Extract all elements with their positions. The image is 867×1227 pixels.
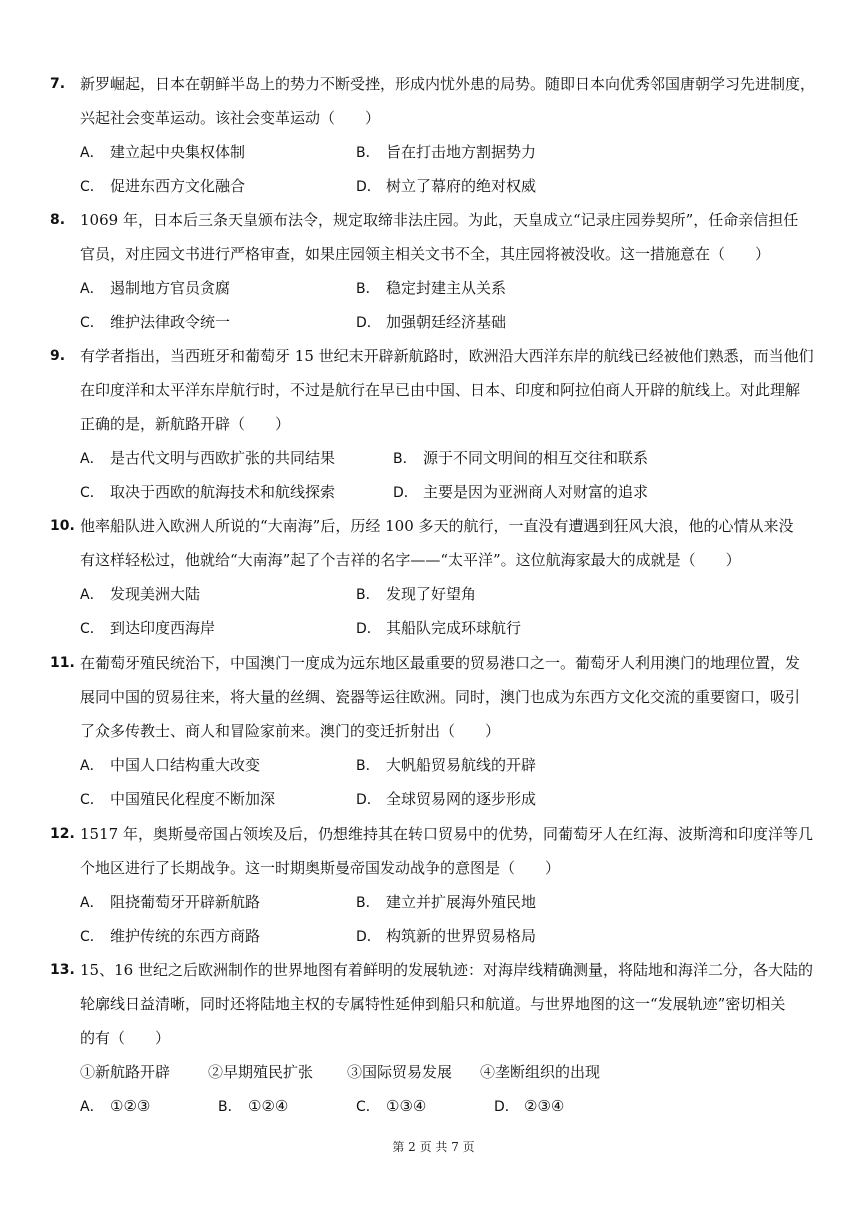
option-text: 取决于西欧的航海技术和航线探索 [110,483,336,501]
option-label: C． [80,621,104,637]
option-c[interactable] [80,611,215,646]
option-b[interactable] [356,577,476,612]
option-label: A． [80,587,104,603]
option-d[interactable] [356,305,506,340]
question-text: 他率船队进入欧洲人所说的“大南海”后，历经 100 多天的航行，一直没有遭遇到狂风大浪，他的心情从来没 [80,517,794,535]
option-text: 发现了好望角 [386,585,477,603]
option-text: 到达印度西海岸 [110,619,216,637]
question-text: 有学者指出，当西班牙和葡萄牙 15 世纪末开辟新航路时，欧洲沿大西洋东岸的航线已经被他们熟悉，而当他们 [80,347,814,365]
question-text: 官员，对庄园文书进行严格审查，如果庄园领主相关文书不全，其庄园将被没收。这一措施意在（ ） [80,245,771,263]
option-c[interactable] [356,1089,426,1124]
option-b[interactable] [356,748,536,783]
option-label: C． [356,1099,380,1115]
option-row [50,305,825,339]
option-text: 树立了幕府的绝对权威 [386,177,537,195]
question-text: 了众多传教士、商人和冒险家前来。澳门的变迁折射出（ ） [80,722,501,740]
question-13 [50,953,825,1123]
option-label: D． [494,1099,519,1115]
option-label: B． [356,895,380,911]
question-8 [50,203,825,339]
option-text: 是古代文明与西欧扩张的共同结果 [110,449,336,467]
option-c[interactable] [80,475,335,510]
question-number: 7. [50,76,66,92]
option-row [50,885,825,919]
option-b[interactable] [218,1089,288,1124]
option-text: 主要是因为亚洲商人对财富的追求 [423,483,649,501]
option-text: 建立起中央集权体制 [110,143,246,161]
option-label: D． [356,792,381,808]
option-text: 维护传统的东西方商路 [110,927,261,945]
option-text: 全球贸易网的逐步形成 [386,790,537,808]
option-d[interactable] [393,475,648,510]
option-a[interactable] [80,441,335,476]
option-text: ①②④ [248,1097,289,1115]
option-row [50,441,825,475]
question-text: 1517 年，奥斯曼帝国占领埃及后，仍想维持其在转口贸易中的优势，同葡萄牙人在红海、波斯湾和印度洋等几 [80,825,813,843]
option-d[interactable] [494,1089,564,1124]
question-number: 8. [50,212,66,228]
question-11 [50,646,825,816]
option-label: C． [80,179,104,195]
option-d[interactable] [356,782,536,817]
question-text: 轮廓线日益清晰，同时还将陆地主权的专属特性延伸到船只和航道。与世界地图的这一“发展轨迹”密切相关 [80,995,786,1013]
option-label: A． [80,758,104,774]
option-text: 其船队完成环球航行 [386,619,522,637]
question-text: 15、16 世纪之后欧洲制作的世界地图有着鲜明的发展轨迹：对海岸线精确测量，将陆地和海洋二分，各大陆的 [80,961,813,979]
question-text: 展同中国的贸易往来，将大量的丝绸、瓷器等运往欧洲。同时，澳门也成为东西方文化交流的重要窗口，吸引 [80,688,801,706]
option-row [50,748,825,782]
question-9 [50,339,825,509]
option-text: ①②③ [110,1097,151,1115]
option-label: B． [356,587,380,603]
option-a[interactable] [80,135,245,170]
option-label: A． [80,1099,104,1115]
question-text: 个地区进行了长期战争。这一时期奥斯曼帝国发动战争的意图是（ ） [80,859,561,877]
option-text: 大帆船贸易航线的开辟 [386,756,537,774]
option-label: D． [356,929,381,945]
option-row [50,577,825,611]
question-7 [50,67,825,203]
option-text: 阻挠葡萄牙开辟新航路 [110,893,261,911]
question-text: 新罗崛起，日本在朝鲜半岛上的势力不断受挫，形成内忧外患的局势。随即日本向优秀邻国唐朝学习先进制度， [80,75,816,93]
question-number: 12. [50,826,75,842]
option-row [50,135,825,169]
option-label: D． [356,621,381,637]
option-label: A． [80,895,104,911]
option-label: B． [356,145,380,161]
option-text: 源于不同文明间的相互交往和联系 [423,449,649,467]
option-a[interactable] [80,1089,150,1124]
option-label: B． [393,451,417,467]
statement-item: ②早期殖民扩张 [208,1063,314,1081]
option-label: B． [218,1099,242,1115]
option-row [50,271,825,305]
question-number: 11. [50,655,75,671]
statement-item: ③国际贸易发展 [347,1063,453,1081]
option-text: 建立并扩展海外殖民地 [386,893,537,911]
question-10 [50,509,825,645]
option-text: 中国殖民化程度不断加深 [110,790,276,808]
option-label: A． [80,451,104,467]
option-d[interactable] [356,169,536,204]
statement-row [50,1055,825,1089]
question-number: 10. [50,518,75,534]
option-text: 旨在打击地方割据势力 [386,143,537,161]
option-label: B． [356,281,380,297]
option-label: D． [356,179,381,195]
option-text: 维护法律政令统一 [110,313,231,331]
page-footer: 第 2 页 共 7 页 [392,1140,475,1154]
option-row [50,919,825,953]
question-number: 9. [50,348,66,364]
option-row [50,169,825,203]
option-label: C． [80,792,104,808]
question-text: 有这样轻松过，他就给“大南海”起了个吉祥的名字——“太平洋”。这位航海家最大的成就是（ ） [80,551,741,569]
option-c[interactable] [80,169,245,204]
option-row [50,1089,825,1123]
option-text: 中国人口结构重大改变 [110,756,261,774]
option-b[interactable] [356,135,536,170]
option-text: 稳定封建主从关系 [386,279,507,297]
option-c[interactable] [80,919,260,954]
option-row [50,475,825,509]
option-label: C． [80,315,104,331]
statement-item: ①新航路开辟 [80,1063,171,1081]
option-a[interactable] [80,577,200,612]
option-text: 发现美洲大陆 [110,585,201,603]
option-label: C． [80,929,104,945]
option-label: D． [356,315,381,331]
question-text: 兴起社会变革运动。该社会变革运动（ ） [80,109,381,127]
option-d[interactable] [356,611,521,646]
option-c[interactable] [80,305,230,340]
option-b[interactable] [356,271,506,306]
option-c[interactable] [80,782,275,817]
option-a[interactable] [80,748,260,783]
question-number: 13. [50,962,75,978]
option-text: ①③④ [386,1097,427,1115]
question-12 [50,817,825,953]
option-label: D． [393,485,418,501]
option-label: C． [80,485,104,501]
option-label: A． [80,145,104,161]
question-text: 在葡萄牙殖民统治下，中国澳门一度成为远东地区最重要的贸易港口之一。葡萄牙人利用澳门的地理位置，发 [80,654,801,672]
option-text: ②③④ [524,1097,565,1115]
option-row [50,611,825,645]
option-text: 构筑新的世界贸易格局 [386,927,537,945]
question-text: 在印度洋和太平洋东岸航行时，不过是航行在早已由中国、日本、印度和阿拉伯商人开辟的航线上。对此理解 [80,381,801,399]
option-row [50,782,825,816]
option-a[interactable] [80,271,230,306]
question-text: 1069 年，日本后三条天皇颁布法令，规定取缔非法庄园。为此，天皇成立“记录庄园券契所”，任命亲信担任 [80,211,799,229]
option-label: B． [356,758,380,774]
option-b[interactable] [393,441,648,476]
statement-item: ④垄断组织的出现 [480,1063,601,1081]
question-text: 正确的是，新航路开辟（ ） [80,415,291,433]
option-d[interactable] [356,919,536,954]
option-text: 加强朝廷经济基础 [386,313,507,331]
option-a[interactable] [80,885,260,920]
question-text: 的有（ ） [80,1029,171,1047]
option-label: A． [80,281,104,297]
option-b[interactable] [356,885,536,920]
option-text: 促进东西方文化融合 [110,177,246,195]
option-text: 遏制地方官员贪腐 [110,279,231,297]
